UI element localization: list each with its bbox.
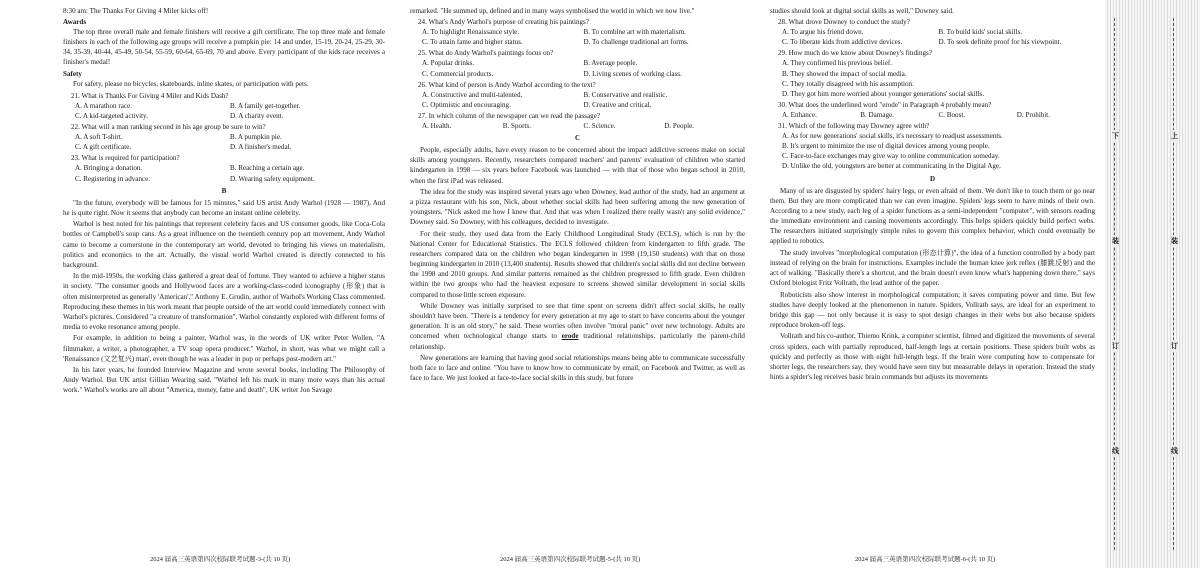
passage-b-paragraph: Warhol is best noted for his paintings that represent celebrity faces and US consumer goods, like Coca-Cola bottles or Campbell's soup cans. As a great influence on the twentieth century pop art movement, Andy Warhol came to become a cornerstone in the contemporary art world, devoted to bringing his views on materialism, politics and economics to the art. Actually, the visual world Warhol created is directly connected to his background. [63,220,385,269]
option: D. Unlike the old, youngsters are better at communicating in the Digital Age. [782,162,1001,171]
question-27: 27. In which column of the newspaper can we read the passage? [418,111,601,120]
option: B. They showed the impact of social media. [782,69,907,78]
passage-d-paragraph: Vollrath and his co-author, Thiemo Krink, a computer scientist, filmed and digitized the movements of several cross spiders, each with partially reproduced, half-length legs at certain positions. These spiders built webs as quickly and perfectly as those with eight full-length legs. If the brain were computing how to compensate for shorter legs, the researchers say, they would have seen tiny but measurable delays in operation. Instead the study hints a spider's leg receives basic brain commands but adjusts its movements [770,332,1095,381]
option: D. To challenge traditional art forms. [583,38,689,47]
option: B. A family get-together. [230,101,301,110]
option: D. A finisher's medal. [230,143,292,152]
underlined-word-erode: erode [561,332,579,341]
option: D. People. [664,122,695,131]
option: B. A pumpkin pie. [230,133,282,142]
page-5-column [410,6,745,568]
option: C. Registering in advance. [75,174,151,183]
paragraph-text: While Downey was initially surprised to see that time spent on screens didn't affect social skills, he really shouldn't have been. "There is a tendency for every generation at my age to start to have concerns about the younger generation. It is an old story," he said. These worries often involve "moral panic" over new technology. Adults are concerned when technological change starts to [410,302,745,341]
option: A. Constructive and multi-talented. [422,90,523,99]
option: B. Damage. [860,110,894,119]
option: C. Commercial products. [422,69,494,78]
option: C. They totally disagreed with his assumption. [782,79,914,88]
passage-d-paragraph: Many of us are disgusted by spiders' hairy legs, or even afraid of them. We don't like to touch them or go near them. But they are more complicated than we can even imagine. Spiders' legs seem to have minds of their own. According to a new study, each leg of a spider functions as a semi-independent "computer", with sensors reading the immediate environment and causing movements accordingly. This helps spiders quickly build perfect webs. The researchers initiated surprisingly simple rules to govern this complex behavior, which could eventually be applied to robotics. [770,186,1095,246]
option: A. A soft T-shirt. [75,133,123,142]
passage-b-paragraph: In the mid-1950s, the working class gathered a great deal of fortune. They wanted to achieve a higher status in society. "The consumer goods and Hollywood faces are a working-class-coded iconography (形象) that is often misinterpreted as generally 'American'," Anthony E. Grudin, author of Warhol's Working Class commented. Reproducing these themes in his work meant that people outside of the art world could immediately connect with Warhol's pictures. Considered "a creature of transformation", Warhol constantly explored with different forms of media to evoke resonance among people. [63,272,385,331]
question-29: 29. How much do we know about Downey's findings? [778,49,932,58]
option: A. A marathon race. [75,101,132,110]
question-31: 31. Which of the following may Downey agree with? [778,122,930,131]
option: A. As for new generations' social skills, it's necessary to readjust assessments. [782,132,1003,141]
binding-mark: 上 [1171,132,1178,140]
awards-heading: Awards [63,18,87,27]
page-footer: 2024 届高三英语第四次校际联考试题-3-(共 10 页) [150,556,291,563]
passage-d-paragraph: The study involves "morphological computation (形态计算)", the idea of a function controlled by a body part instead of relying on the brain for instructions. Examples include the human knee jerk reflex (膝跳反射) and the act of walking. "Basically there's a shortcut, and the brain doesn't even know what's happening down there," says Oxford biologist Fritz Vollrath, the lead author of the paper. [770,248,1095,287]
passage-b-ending: remarked. "He summed up, defined and in many ways symbolised the world in which we now live." [410,7,695,15]
question-30-options [770,110,1095,120]
question-28: 28. What drove Downey to conduct the study? [778,18,910,27]
passage-c-paragraph: For their study, they used data from the Early Childhood Longitudinal Study (ECLS), which is run by the National Center for Educational Statistics. The ECLS followed children from kindergarten to fifth grade. The researchers compared data on the children who began kindergarten in 1998 (19,150 students) with that on those beginning kindergarten in 2010 (13,400 students). Results showed that children's social skills did not decline between the 1998 and 2010 groups. And similar patterns remained as the children progressed to fifth grade. Even children within the two groups who had the heaviest exposure to screens showed similar development in social skills compared to those little screen exposure. [410,229,745,299]
binding-mark: 订 [1171,342,1178,350]
passage-d-paragraph: Roboticists also show interest in morphological computation; it saves computing power and time. But few studies have deeply looked at the phenomenon in nature. Spiders, Vollrath says, are ideal for an experiment to bridge this gap — not only because it is easy to spot design changes in their webs but also because spiders reproduce broken-off legs. [770,290,1095,329]
option: C. Optimistic and encouraging. [422,100,511,109]
option: B. Conservative and realistic. [583,90,668,99]
page-6-column [770,6,1095,568]
page-footer: 2024 届高三英语第四次校际联考试题-6-(共 10 页) [855,556,996,563]
question-21-options [63,101,385,121]
option: A. Enhance. [782,110,817,119]
option: C. A gift certificate. [75,143,132,152]
question-24: 24. What's Andy Warhol's purpose of creating his paintings? [418,18,589,27]
passage-c-paragraph: People, especially adults, have every reason to be concerned about the impact addictive screens make on social skills among youngsters. Recently, researchers compared teachers' and parents' evaluation of children who started kindergarten in 1998 — six years before Facebook was launched — with that of those who began school in 2010, when the first iPad was released. [410,146,745,185]
option: D. To seek definite proof for his viewpoint. [938,38,1062,47]
option: D. They got him more worried about younger generations' social skills. [782,89,985,98]
passage-b-paragraph: For example, in addition to being a painter, Warhol was, in the words of UK writer Peter Wollen, "A filmmaker, a writer, a photographer, a TV soap opera producer." Warhol, in short, was what we might call a 'Renaissance (文艺复兴) man', even though he was a leader in pop or perhaps post-modern art." [63,334,385,363]
awards-paragraph: The top three overall male and female finishers will receive a gift certificate. The top three male and female finishers in each of the following age groups will receive a pumpkin pie: 14 and under, 15-19, 20-24, 25-29, 30-34, 35-39, 40-44, 45-49, 50-54, 55-59, 60-64, 65-69, 70 and above. Every participant of the kids race receives a finisher's medal! [63,28,385,67]
option: C. Science. [583,122,616,131]
question-28-options [770,27,1095,47]
section-b-heading: B [221,186,227,195]
option: A. To highlight Renaissance style. [422,28,520,37]
option: D. Prohibit. [1016,110,1051,119]
binding-mark: 线 [1112,447,1119,455]
option: D. Wearing safety equipment. [230,174,315,183]
question-30: 30. What does the underlined word "erode" in Paragraph 4 probably mean? [778,100,992,109]
option: D. A charity event. [230,111,284,120]
option: A. To argue his friend down. [782,28,864,37]
option: C. A kid-targeted activity. [75,111,148,120]
question-22-options [63,132,385,152]
passage-c-ending: studies should look at digital social skills as well," Downey said. [770,7,954,15]
question-22: 22. What will a man ranking second in his age group be sure to win? [71,123,266,132]
section-d-heading: D [929,174,936,183]
option: D. Creative and critical. [583,100,652,109]
option: B. It's urgent to minimize the use of digital devices among young people. [782,142,990,151]
paragraph-text: traditional [583,332,613,341]
binding-margin [1105,0,1200,568]
page-footer: 2024 届高三英语第四次校际联考试题-5-(共 10 页) [500,556,641,563]
passage-c-paragraph: New generations are learning that having good social relationships means being able to communicate successfully both face to face and online. "You have to know how to communicate by email, on Facebook and Twitter, as well as face to face. We just looked at face-to-face social skills in this study, but future [410,354,745,383]
option: B. Sports. [502,122,531,131]
question-29-options [770,58,1095,98]
option: C. To attain fame and higher status. [422,38,523,47]
option: D. Living scenes of working class. [583,69,682,78]
inner-binding-line [1114,18,1115,550]
binding-mark: 装 [1171,237,1178,245]
question-26-options [410,90,745,110]
binding-mark: 下 [1112,132,1119,140]
passage-b-paragraph: "In the future, everybody will be famous for 15 minutes," said US artist Andy Warhol (1928 — 1987). And he is quite right. Now it seems that anybody can become an instant online celebrity. [63,198,385,217]
passage-c-paragraph [410,301,745,351]
question-23-options [63,163,385,183]
passage-c-paragraph: The idea for the study was inspired several years ago when Downey, lead author of the study, had an argument at a pizza restaurant with his son, Nick, about whether social skills had been suffering among the new generation of youngsters. "Nick asked me how I knew that. And that was when I realized there really wasn't any solid evidence," Downey said. So Downey, with his colleagues, decided to investigate. [410,188,745,227]
option: B. To combine art with materialism. [583,28,686,37]
option: B. Average people. [583,59,638,68]
section-c-heading: C [574,134,581,143]
option: A. They confirmed his previous belief. [782,59,892,68]
question-21: 21. What is Thanks For Giving 4 Miler and Kids Dash? [71,91,229,100]
page-3-column [63,6,385,568]
binding-mark: 订 [1112,342,1119,350]
schedule-line: 8:30 am: The Thanks For Giving 4 Miler kicks off! [63,7,209,15]
option: A. Popular drinks. [422,59,475,68]
binding-mark: 装 [1112,237,1119,245]
question-23: 23. What is required for participation? [71,154,180,163]
option: B. Reaching a certain age. [230,164,305,173]
safety-paragraph: For safety, please no bicycles, skateboards, inline skates, or participation with pets. [73,80,309,89]
question-25-options [410,58,745,78]
binding-mark: 线 [1171,447,1178,455]
option: B. To build kids' social skills. [938,28,1023,37]
option: C. To liberate kids from addictive devices. [782,38,903,47]
question-24-options [410,27,745,47]
paragraph-text: relationships, particularly the parent-child relationship. [410,332,745,351]
safety-heading: Safety [63,70,82,79]
question-26: 26. What kind of person is Andy Warhol according to the text? [418,80,596,89]
passage-b-paragraph: In his later years, he founded Interview Magazine and wrote several books, including The Philosophy of Andy Warhol. But UK artist Gillian Wearing said, "Warhol left his mark in many more ways than his actual work." Warhol's works are all about "America, money, fame and death", UK writer Jon Savage [63,366,385,395]
outer-binding-line [1173,18,1174,550]
option: C. Boost. [938,110,966,119]
option: C. Face-to-face exchanges may give way to online communication someday. [782,152,1000,161]
question-25: 25. What do Andy Warhol's paintings focus on? [418,49,554,58]
question-31-options [770,131,1095,171]
option: A. Health. [422,122,452,131]
question-27-options [410,121,745,131]
option: A. Bringing a donation. [75,164,143,173]
